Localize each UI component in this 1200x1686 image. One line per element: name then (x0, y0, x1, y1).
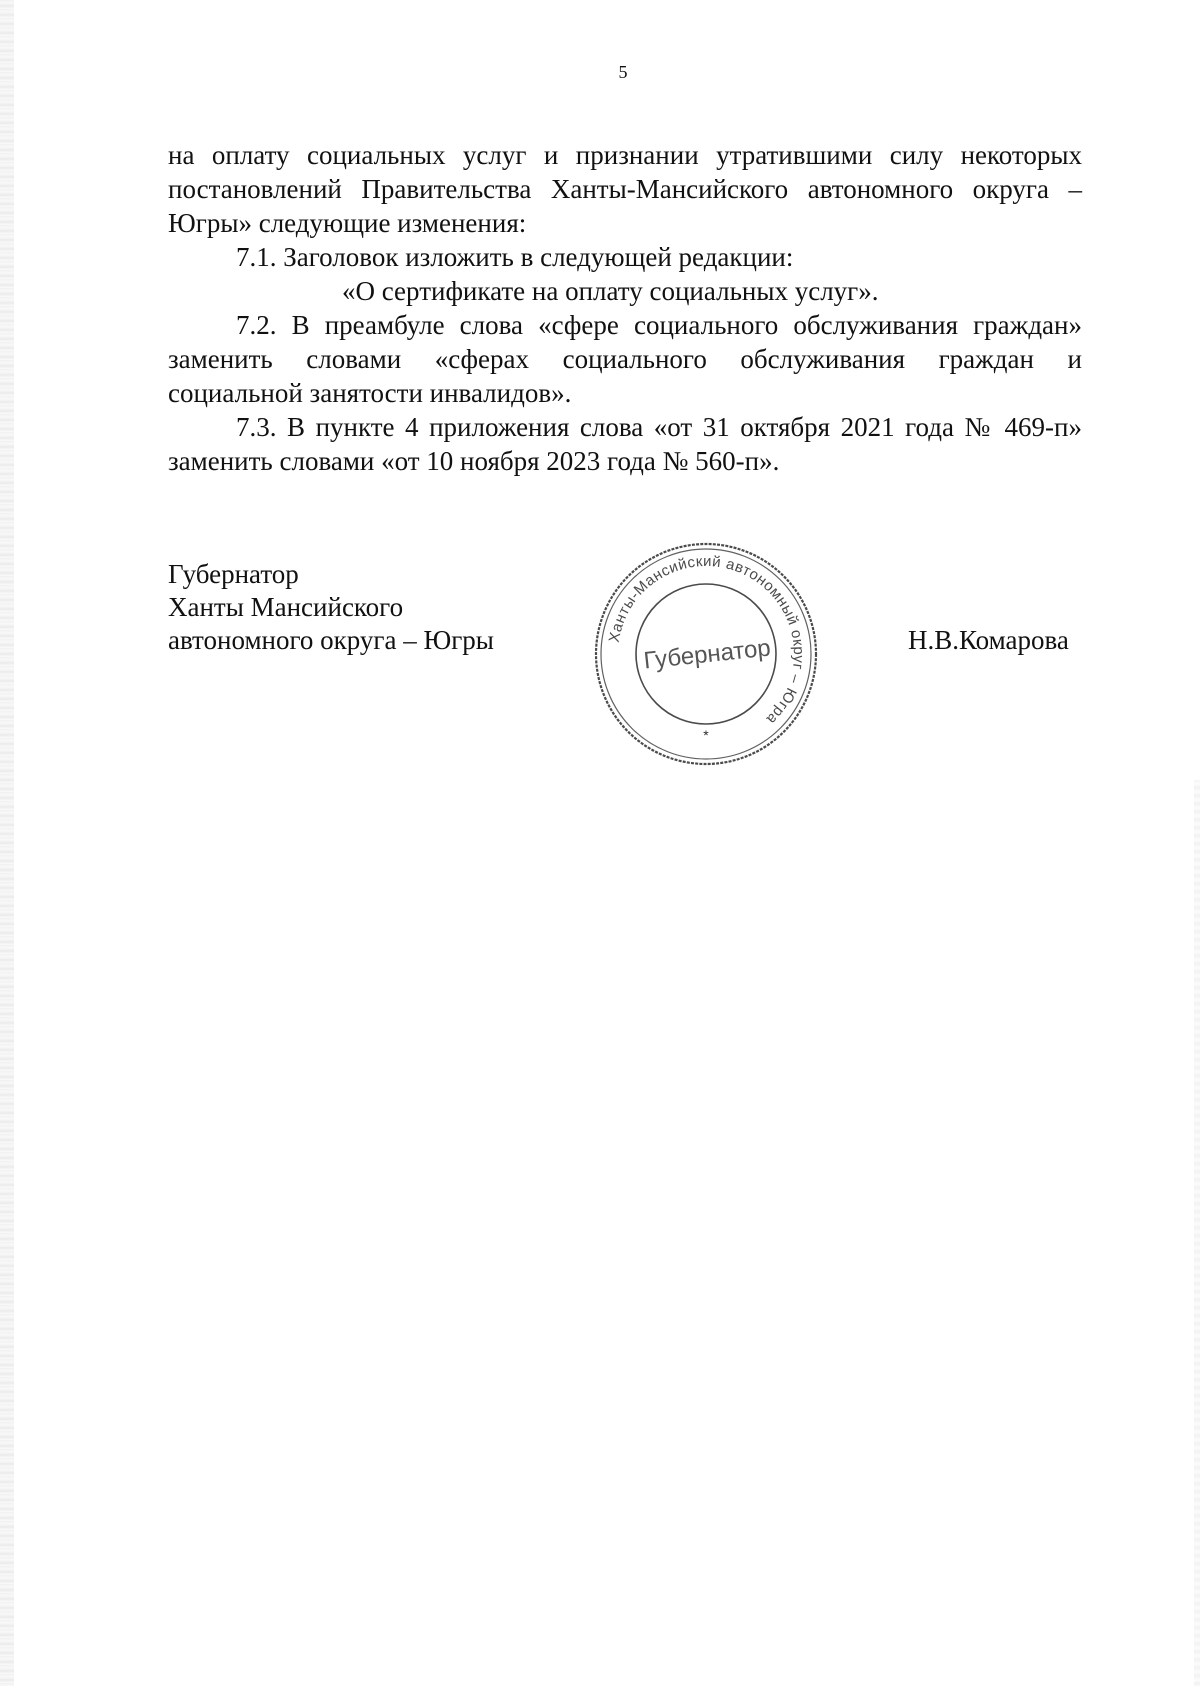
paragraph-7-1: 7.1. Заголовок изложить в следующей редакции: (236, 242, 794, 272)
document-body (168, 138, 1082, 478)
signer-title-line: Губернатор (168, 559, 299, 589)
paragraph-7-2-line: 7.2. В преамбуле слова «сфере социального обслуживания граждан» (236, 310, 1082, 340)
paragraph-7-2-line: социальной занятости инвалидов». (168, 378, 572, 408)
paragraph-line: на оплату социальных услуг и признании утратившими силу некоторых (168, 140, 1082, 170)
scan-edge-left (0, 0, 14, 1686)
signer-name: Н.В.Комарова (908, 625, 1069, 655)
seal-graphic (590, 538, 822, 770)
signer-title-line: Ханты Мансийского (168, 592, 404, 622)
seal-ring-text: Ханты-Мансийский автономный округ – Югра (605, 552, 808, 728)
paragraph-line: постановлений Правительства Ханты-Мансийского автономного округа – (168, 174, 1082, 204)
signer-title-line: автономного округа – Югры (168, 625, 494, 655)
official-seal-stamp (590, 538, 822, 770)
seal-center-text: Губернатор (642, 634, 772, 675)
scan-edge-right (1194, 780, 1200, 1686)
page-number: 5 (618, 62, 628, 82)
signature-block (168, 558, 494, 657)
paragraph-7-3-line: 7.3. В пункте 4 приложения слова «от 31 октября 2021 года № 469-п» (236, 412, 1082, 442)
paragraph-line: Югры» следующие изменения: (168, 208, 527, 238)
new-title-quote: «О сертификате на оплату социальных услуг». (342, 276, 879, 306)
seal-star: * (703, 727, 709, 743)
paragraph-7-2-line: заменить словами «сферах социального обслуживания граждан и (168, 344, 1082, 374)
paragraph-7-3-line: заменить словами «от 10 ноября 2023 года № 560-п». (168, 446, 780, 476)
